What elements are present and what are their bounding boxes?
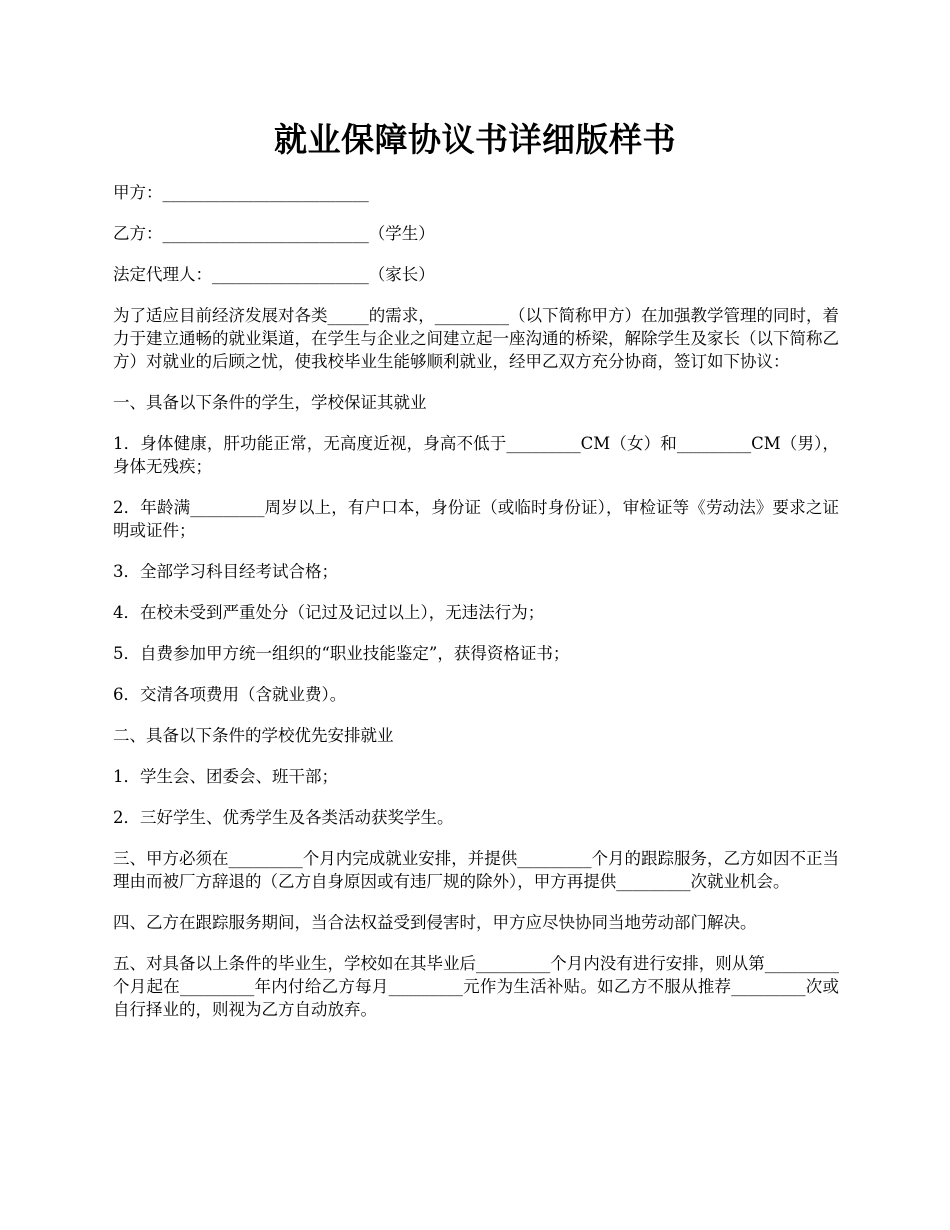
document-body <box>113 181 839 1039</box>
section-1-item: 4．在校未受到严重处分（记过及记过以上），无违法行为； <box>113 603 545 622</box>
section-2-item: 2．三好学生、优秀学生及各类活动获奖学生。 <box>113 808 454 827</box>
legal-representative-line: 法定代理人：___________________（家长） <box>113 265 435 284</box>
document-title: 就业保障协议书详细版样书 <box>274 120 676 159</box>
section-2-heading: 二、具备以下条件的学校优先安排就业 <box>113 726 394 745</box>
section-1-heading: 一、具备以下条件的学生，学校保证其就业 <box>113 393 427 412</box>
section-2-item: 1．学生会、团委会、班干部； <box>113 767 338 786</box>
section-1-item: 5．自费参加甲方统一组织的“职业技能鉴定”，获得资格证书； <box>113 644 570 663</box>
section-1-item: 3．全部学习科目经考试合格； <box>113 562 338 581</box>
section-1-item: 6．交清各项费用（含就业费）。 <box>113 685 347 704</box>
intro-paragraph: 为了适应目前经济发展对各类_____的需求，_________（以下简称甲方）在加强教学管理的同时，着力于建立通畅的就业渠道，在学生与企业之间建立起一座沟通的桥梁，解除学生及家长（以下简称乙方）对就业的后顾之忧，使我校毕业生能够顺利就业，经甲乙双方充分协商，签订如下协议： <box>113 306 839 371</box>
party-a-line: 甲方：_________________________ <box>113 183 369 202</box>
section-1-item: 1．身体健康，肝功能正常，无高度近视，身高不低于_________CM（女）和_________CM（男），身体无残疾； <box>113 434 839 476</box>
section-4-paragraph: 四、乙方在跟踪服务期间，当合法权益受到侵害时，甲方应尽快协同当地劳动部门解决。 <box>113 913 757 932</box>
section-1-item: 2．年龄满_________周岁以上，有户口本，身份证（或临时身份证），审检证等《劳动法》要求之证明或证件； <box>113 498 839 540</box>
section-3-paragraph: 三、甲方必须在_________个月内完成就业安排，并提供_________个月的跟踪服务，乙方如因不正当理由而被厂方辞退的（乙方自身原因或有违厂规的除外），甲方再提供_________次就业机会。 <box>113 849 839 891</box>
party-b-line: 乙方：_________________________（学生） <box>113 224 435 243</box>
section-5-paragraph: 五、对具备以上条件的毕业生，学校如在其毕业后_________个月内没有进行安排，则从第_________个月起在_________年内付给乙方每月_________元作为生活补贴。如乙方不服从推荐_________次或自行择业的，则视为乙方自动放弃。 <box>113 954 839 1019</box>
